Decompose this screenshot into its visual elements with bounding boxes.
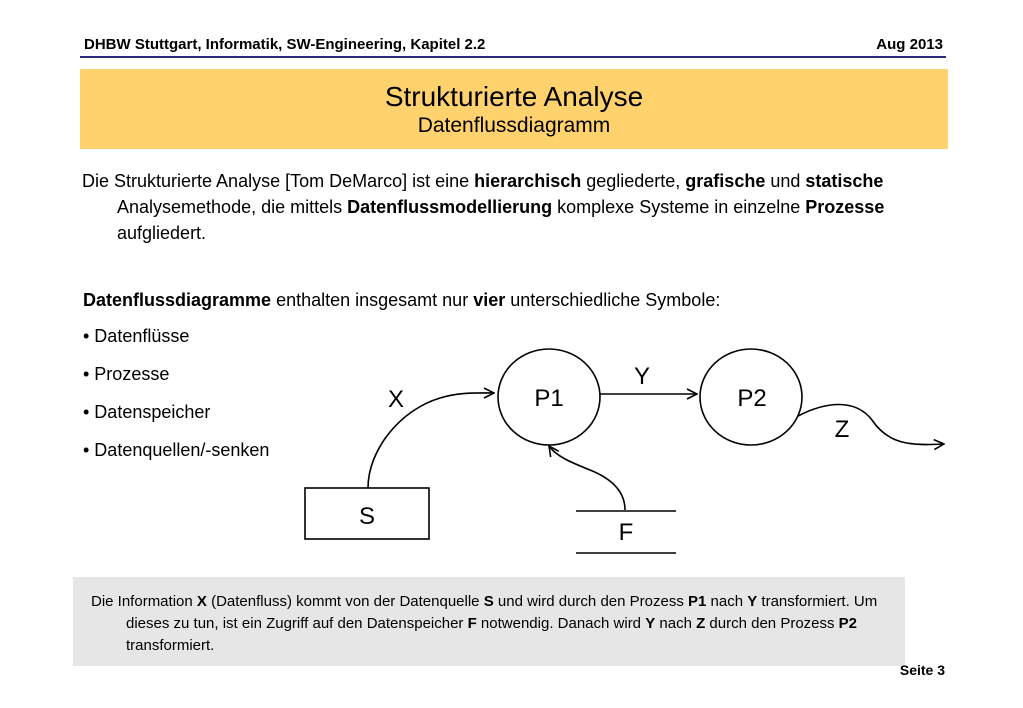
info-text-7: nach (655, 615, 697, 632)
slide-title: Strukturierte Analyse (384, 81, 644, 112)
flow-f-arrow (549, 446, 625, 510)
info-bold-x: X (196, 593, 207, 610)
intro-text-3: und (765, 171, 806, 191)
list-item-datenquellen: • Datenquellen/-senken (83, 440, 270, 460)
source-s (305, 488, 429, 539)
header-course-title: DHBW Stuttgart, Informatik, SW-Engineering, Kapitel 2.2 (84, 36, 486, 53)
intro-bold-statische: statische (805, 171, 884, 191)
intro-bold-datenflussmodellierung: Datenflussmodellierung (347, 197, 553, 217)
flow-z-label: Z (834, 416, 850, 443)
slide-subtitle: Datenflussdiagramm (417, 114, 611, 137)
info-bold-p1: P1 (688, 593, 707, 610)
intro-bold-hierarchisch: hierarchisch (474, 171, 582, 191)
list-item-datenspeicher: • Datenspeicher (83, 402, 211, 422)
process-p1 (498, 349, 600, 445)
flow-z-arrow (798, 405, 944, 445)
header-date: Aug 2013 (876, 36, 943, 53)
info-paragraph (91, 591, 887, 657)
source-s-label: S (358, 503, 376, 530)
symbols-bold-datenflussdiagramme: Datenflussdiagramme (83, 290, 272, 310)
symbols-text-1: enthalten insgesamt nur (271, 290, 474, 310)
intro-text-6: aufgliedert. (117, 223, 207, 243)
page-number: Seite 3 (899, 662, 945, 678)
info-bold-y-2: Y (645, 615, 656, 632)
info-bold-z: Z (696, 615, 706, 632)
info-bold-y: Y (747, 593, 758, 610)
intro-text-4: Analysemethode, die mittels (117, 197, 348, 217)
intro-bold-grafische: grafische (685, 171, 766, 191)
info-text-4: nach (706, 593, 748, 610)
process-p2-label: P2 (737, 385, 767, 412)
info-text-1: Die Information (91, 593, 197, 610)
list-item-prozesse: • Prozesse (83, 364, 170, 384)
intro-bold-prozesse: Prozesse (805, 197, 885, 217)
datastore-f-label: F (618, 519, 634, 546)
intro-text-2: gegliederte, (581, 171, 686, 191)
info-text-9: transformiert. (126, 637, 215, 654)
process-p2 (700, 349, 802, 445)
info-bold-s: S (483, 593, 494, 610)
info-bold-f: F (467, 615, 477, 632)
intro-text-1: Die Strukturierte Analyse [Tom DeMarco] ist eine (82, 171, 475, 191)
symbols-text-2: unterschiedliche Symbole: (505, 290, 721, 310)
info-text-6: notwendig. Danach wird (476, 615, 646, 632)
symbols-bold-vier: vier (473, 290, 506, 310)
info-text-5: transformiert. Um dieses zu tun, ist ein Zugriff auf den Datenspeicher (126, 593, 878, 632)
info-text-8: durch den Prozess (705, 615, 839, 632)
flow-y-label: Y (633, 363, 651, 390)
intro-text-5: komplexe Systeme in einzelne (552, 197, 806, 217)
flow-x-arrow (368, 393, 494, 488)
info-bold-p2: P2 (838, 615, 858, 632)
list-item-datenfluesse: • Datenflüsse (83, 326, 190, 346)
process-p1-label: P1 (534, 385, 564, 412)
datastore-f (576, 511, 676, 553)
flow-x-label: X (387, 386, 405, 413)
info-text-3: und wird durch den Prozess (493, 593, 688, 610)
info-box (73, 577, 905, 666)
info-text-2: (Datenfluss) kommt von der Datenquelle (206, 593, 484, 610)
